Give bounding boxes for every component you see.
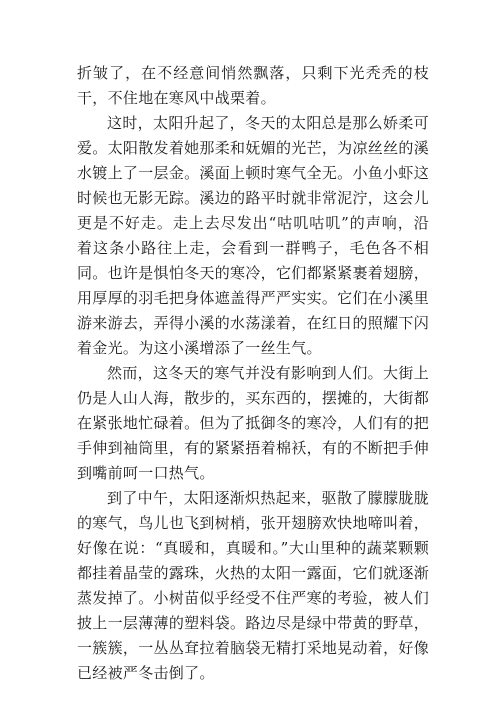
- paragraph-noon: 到了中午，太阳逐渐炽热起来，驱散了朦朦胧胧的寒气，鸟儿也飞到树梢，张开翅膀欢快地啼叫着，好像在说：“真暖和，真暖和。”大山里种的蔬菜颗颗都挂着晶莹的露珠，火热的太阳一露面，它们就逐渐蒸发掉了。小树苗似乎经受不住严寒的考验，被人们披上一层薄薄的塑料袋。路边尽是绿中带黄的野草，一簇簇，一丛丛耷拉着脑袋无精打采地晃动着，好像已经被严冬击倒了。: [77, 489, 429, 682]
- paragraph-continuation: 折皱了，在不经意间悄然飘落，只剩下光秃秃的枝干，不住地在寒风中战栗着。: [77, 64, 429, 107]
- document-body: [77, 61, 429, 686]
- paragraph-sun-and-stream: 这时，太阳升起了，冬天的太阳总是那么娇柔可爱。太阳散发着她那柔和妩媚的光芒，为凉丝丝的溪水镀上了一层金。溪面上顿时寒气全无。小鱼小虾这时候也无影无踪。溪边的路平时就非常泥泞，这会儿更是不好走。走上去尽发出“咕叽咕叽”的声响，沿着这条小路往上走，会看到一群鸭子，毛色各不相同。也许是惧怕冬天的寒冷，它们都紧紧裹着翅膀，用厚厚的羽毛把身体遮盖得严严实实。它们在小溪里游来游去，弄得小溪的水荡漾着，在红日的照耀下闪着金光。为这小溪增添了一丝生气。: [77, 114, 429, 357]
- paragraph-busy-street: 然而，这冬天的寒气并没有影响到人们。大街上仍是人山人海，散步的，买东西的，摆摊的，大街都在紧张地忙碌着。但为了抵御冬的寒冷，人们有的把手伸到袖筒里，有的紧紧捂着棉袄，有的不断把手伸到嘴前呵一口热气。: [77, 364, 429, 482]
